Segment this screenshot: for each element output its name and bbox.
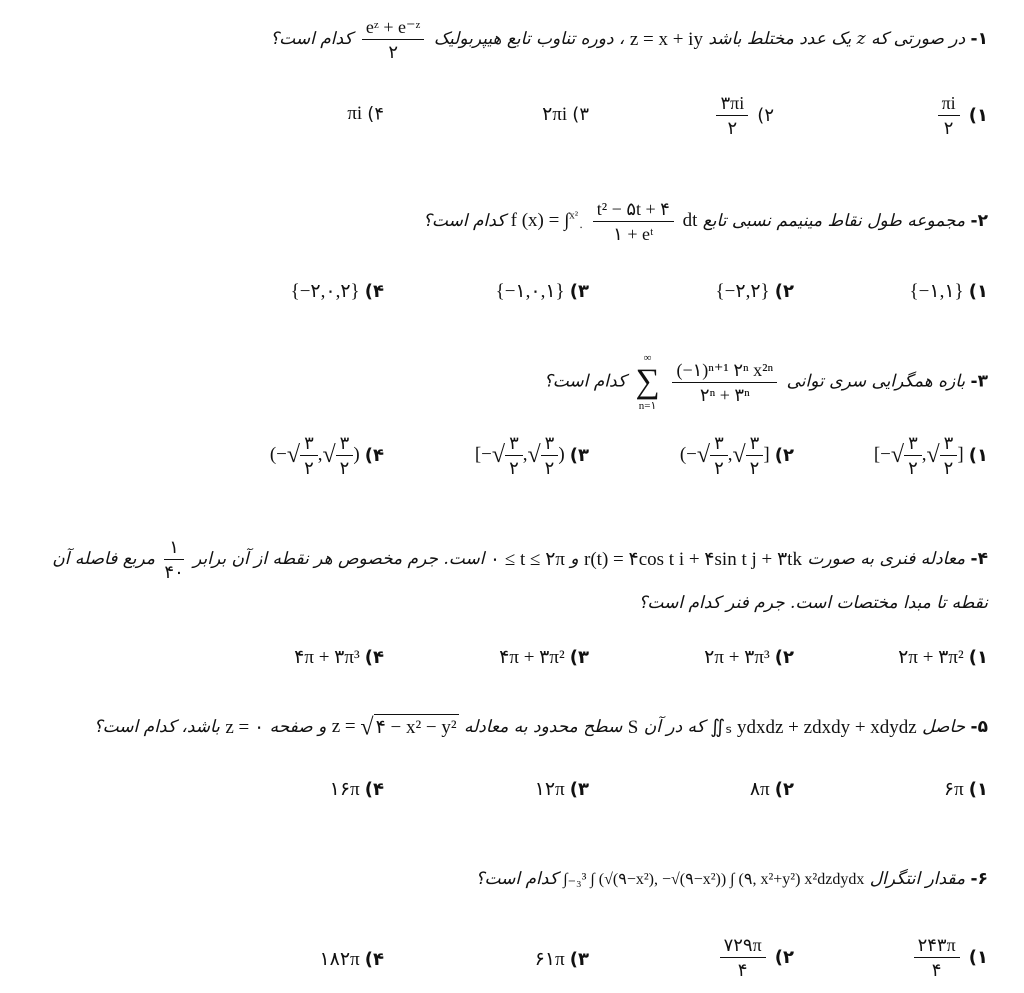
numerator: ۱ xyxy=(164,536,183,560)
option-label: ۱) xyxy=(968,647,988,668)
question-text: سطح محدود به معادله xyxy=(464,717,623,738)
option-label: ۱) xyxy=(968,105,988,126)
bracket-right: ] xyxy=(957,443,964,465)
option-value: {−۱,۱} xyxy=(909,281,964,302)
bracket-right: ) xyxy=(353,443,360,465)
denominator: ۴ xyxy=(931,960,942,980)
question-text: و صفحه xyxy=(269,717,327,738)
bracket-left: [− xyxy=(474,443,492,465)
option-label: ۴) xyxy=(367,103,384,125)
question-3 xyxy=(12,352,988,412)
math-expression: z = x + iy xyxy=(629,28,703,50)
numerator: ۳ xyxy=(940,432,958,456)
option-label: ۳) xyxy=(572,104,589,125)
option-label: ۲) xyxy=(757,105,774,126)
option-4[interactable] xyxy=(341,103,384,125)
option-4[interactable] xyxy=(313,948,384,971)
math-range: ۰ ≤ t ≤ ۲π xyxy=(489,548,565,570)
math-expression: ∫₋₃³ ∫ (√(۹−x²), −√(۹−x²)) ∫ (۹, x²+y²) x²dzdydx xyxy=(563,870,865,888)
question-text: باشد، کدام است؟ xyxy=(93,717,220,738)
option-label: ۲) xyxy=(774,947,794,968)
math-expression xyxy=(332,714,459,741)
option-1[interactable] xyxy=(904,280,988,303)
question-number: ۳- xyxy=(970,371,988,392)
numerator: ۳ xyxy=(710,432,728,456)
option-label: ۳) xyxy=(569,445,589,466)
question-6 xyxy=(12,866,988,893)
question-5 xyxy=(12,714,988,741)
option-label: ۱) xyxy=(968,281,988,302)
question-text: مربع فاصله آن xyxy=(52,549,155,569)
fraction xyxy=(362,16,425,63)
square-root: √ $\frac{۳}{۲}$ xyxy=(492,432,523,479)
option-value: πi xyxy=(347,103,363,124)
option-value: ۱۲π xyxy=(534,779,565,800)
square-root: √ $\frac{۳}{۲}$ xyxy=(733,432,764,479)
option-2[interactable] xyxy=(710,280,794,303)
option-label: ۳) xyxy=(569,647,589,668)
fraction xyxy=(672,359,777,406)
option-label: ۴) xyxy=(364,445,384,466)
fraction xyxy=(914,934,960,981)
question-text: و xyxy=(570,549,579,569)
square-root: √ $\frac{۳}{۲}$ xyxy=(323,432,354,479)
bracket-left: [− xyxy=(873,443,891,465)
math-expression xyxy=(631,352,781,412)
denominator: ۲ xyxy=(388,42,398,62)
option-1[interactable] xyxy=(892,646,988,669)
math-expression: z = ۰ xyxy=(225,716,265,738)
option-label: ۴) xyxy=(364,949,384,970)
question-number: ۱- xyxy=(970,29,988,49)
option-value: {−۱,۰,۱} xyxy=(495,281,565,302)
question-text: مقدار انتگرال xyxy=(869,869,966,889)
numerator: πi xyxy=(938,92,960,116)
sum-lower: n=۱ xyxy=(638,400,657,412)
numerator: ۲۴۳π xyxy=(914,934,960,958)
option-value: (−√ $\frac{۳}{۲}$ ,√ $\frac{۳}{۲}$ ] xyxy=(679,433,770,478)
lower-limit: ۰ xyxy=(578,221,585,234)
numerator: ۳ xyxy=(541,432,559,456)
question-text: حاصل xyxy=(922,717,966,738)
numerator: ۳ xyxy=(746,432,764,456)
fraction xyxy=(720,934,766,981)
option-value: [−√ $\frac{۳}{۲}$ ,√ $\frac{۳}{۲}$ ) xyxy=(474,433,565,478)
option-label: ۳) xyxy=(569,281,589,302)
option-3[interactable] xyxy=(493,646,589,669)
question-text: مجموعه طول نقاط مینیمم نسبی تابع xyxy=(702,211,966,231)
option-label: ۱) xyxy=(968,947,988,968)
option-value: ۲πi xyxy=(542,104,568,125)
fraction xyxy=(938,92,960,139)
numerator: ۳ xyxy=(904,432,922,456)
square-root: √ $\frac{۳}{۲}$ xyxy=(697,432,728,479)
question-text: کدام است؟ xyxy=(543,371,627,392)
numerator: (−۱)ⁿ⁺¹ ۲ⁿ x²ⁿ xyxy=(672,359,777,383)
question-2 xyxy=(12,198,988,245)
option-2[interactable] xyxy=(698,646,794,669)
equation-lhs: z = xyxy=(331,716,356,737)
option-4[interactable] xyxy=(285,280,384,303)
question-number: ۶- xyxy=(970,869,988,889)
surface-symbol: S xyxy=(627,716,639,738)
option-value: ۸π xyxy=(749,779,770,800)
question-text: بازه همگرایی سری توانی xyxy=(786,371,966,392)
numerator: ۳ xyxy=(505,432,523,456)
question-text: است. جرم مخصوص هر نقطه از آن برابر xyxy=(193,549,485,569)
denominator: ۲ xyxy=(339,458,350,478)
question-number: ۴- xyxy=(970,549,988,569)
option-value: ۴π + ۳π² xyxy=(499,647,565,668)
square-root: √ $\frac{۳}{۲}$ xyxy=(927,432,958,479)
option-label: ۲) xyxy=(774,281,794,302)
option-label: ۳) xyxy=(569,949,589,970)
option-value: ۲π + ۳π³ xyxy=(704,647,770,668)
option-4[interactable] xyxy=(288,646,384,669)
option-value: ۱۶π xyxy=(329,779,360,800)
option-value: {−۲,۲} xyxy=(715,281,770,302)
option-3[interactable] xyxy=(490,280,589,303)
option-2[interactable] xyxy=(712,92,774,139)
math-expression: r(t) = ۴cos t i + ۴sin t j + ۳tk xyxy=(584,548,802,570)
option-2[interactable] xyxy=(674,432,794,479)
question-text: نقطه تا مبدا مختصات است. جرم فنر کدام است؟ xyxy=(638,593,988,613)
numerator: t² − ۵t + ۴ xyxy=(593,198,674,222)
option-label: ۴) xyxy=(364,647,384,668)
function-lhs: f (x) = ∫ xyxy=(510,209,570,231)
square-root: √ $\frac{۳}{۲}$ xyxy=(891,432,922,479)
denominator: ۲ xyxy=(304,458,314,478)
question-text: ، دوره تناوب تابع هیپربولیک xyxy=(433,29,625,49)
option-2[interactable] xyxy=(716,934,794,981)
radicand: ۴ − x² − y² xyxy=(374,714,459,741)
bracket-left: (− xyxy=(269,443,287,465)
option-3[interactable] xyxy=(469,432,589,479)
option-value: (−√ $\frac{۳}{۲}$ ,√ $\frac{۳}{۲}$ ) xyxy=(269,433,360,478)
denominator: ۱ + eᵗ xyxy=(613,224,654,244)
numerator: eᶻ + e⁻ᶻ xyxy=(362,16,425,40)
question-text: در صورتی که z یک عدد مختلط باشد xyxy=(708,29,966,49)
question-text: کدام است؟ xyxy=(270,29,353,49)
denominator: ۲ xyxy=(544,458,555,478)
option-1[interactable] xyxy=(938,778,988,801)
denominator: ۲ xyxy=(714,458,724,478)
question-text: کدام است؟ xyxy=(475,869,558,889)
option-label: ۳) xyxy=(569,779,589,800)
option-value: ۶۱π xyxy=(534,949,565,970)
option-label: ۴) xyxy=(364,779,384,800)
option-value: ۱۸۲π xyxy=(319,949,360,970)
bracket-left: (− xyxy=(679,443,697,465)
denominator: ۲ xyxy=(908,458,918,478)
question-number: ۲- xyxy=(970,211,988,231)
summation xyxy=(635,352,659,412)
square-root: √ ۴ − x² − y² xyxy=(360,714,457,741)
option-label: ۲) xyxy=(774,445,794,466)
denominator: ۴۰ xyxy=(164,562,184,582)
bracket-right: ) xyxy=(558,443,565,465)
question-text: که در آن xyxy=(643,717,705,738)
question-4-line-2 xyxy=(12,590,988,616)
option-3[interactable] xyxy=(536,103,589,126)
numerator: ۳ xyxy=(300,432,318,456)
numerator: ۷۲۹π xyxy=(720,934,766,958)
sigma-icon: ∑ xyxy=(635,363,660,400)
question-1 xyxy=(12,16,988,63)
numerator: ۳πi xyxy=(716,92,748,116)
option-label: ۲) xyxy=(774,779,794,800)
square-root: √ $\frac{۳}{۲}$ xyxy=(287,432,318,479)
denominator: ۲ xyxy=(943,458,954,478)
math-expression xyxy=(511,198,698,245)
fraction xyxy=(593,198,674,245)
option-value: ۶π xyxy=(943,779,964,800)
denominator: ۲ xyxy=(943,118,954,138)
denominator: ۲ xyxy=(749,458,760,478)
square-root: √ $\frac{۳}{۲}$ xyxy=(528,432,559,479)
question-number: ۵- xyxy=(970,717,988,738)
option-label: ۱) xyxy=(968,445,988,466)
option-label: ۴) xyxy=(364,281,384,302)
denominator: ۲ xyxy=(509,458,519,478)
denominator: ۲ⁿ + ۳ⁿ xyxy=(699,384,750,405)
differential: dt xyxy=(682,209,698,231)
option-label: ۲) xyxy=(774,647,794,668)
option-2[interactable] xyxy=(744,778,794,801)
question-4 xyxy=(12,536,988,583)
bracket-right: ] xyxy=(763,443,770,465)
fraction xyxy=(164,536,183,583)
option-3[interactable] xyxy=(529,948,589,971)
option-4[interactable] xyxy=(264,432,384,479)
option-3[interactable] xyxy=(529,778,589,801)
option-1[interactable] xyxy=(910,934,988,981)
fraction xyxy=(716,92,748,139)
option-value: [−√ $\frac{۳}{۲}$ ,√ $\frac{۳}{۲}$ ] xyxy=(873,433,964,478)
option-value: ۲π + ۳π² xyxy=(898,647,964,668)
option-value: ۴π + ۳π³ xyxy=(294,647,360,668)
question-text: معادله فنری به صورت xyxy=(807,549,966,569)
numerator: ۳ xyxy=(336,432,354,456)
sum-upper: ∞ xyxy=(643,352,652,364)
denominator: ۴ xyxy=(737,960,748,980)
question-text: کدام است؟ xyxy=(422,211,506,231)
upper-limit: x² xyxy=(569,209,579,222)
option-1[interactable] xyxy=(934,92,988,139)
denominator: ۲ xyxy=(727,118,738,138)
option-label: ۱) xyxy=(968,779,988,800)
option-value: {−۲,۰,۲} xyxy=(290,281,360,302)
option-4[interactable] xyxy=(324,778,384,801)
math-expression: ∬ₛ ydxdz + zdxdy + xdydz xyxy=(710,716,917,738)
option-1[interactable] xyxy=(868,432,988,479)
